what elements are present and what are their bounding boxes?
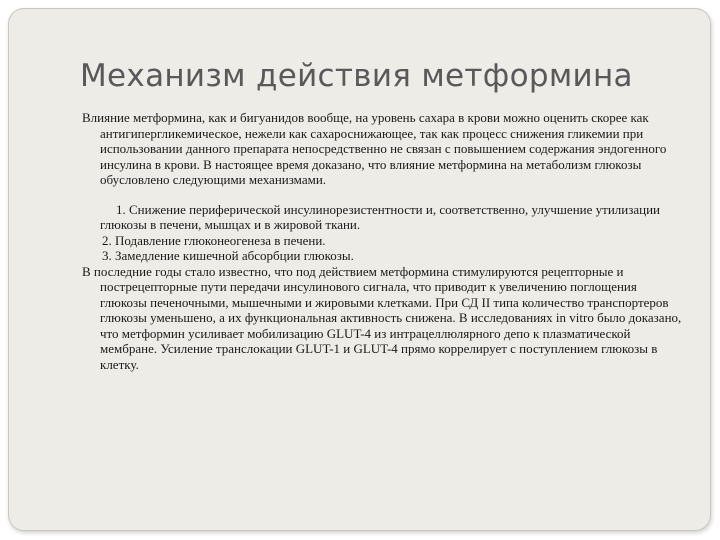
mechanism-item-3: 3. Замедление кишечной абсорбции глюкозы. [102,248,354,263]
mechanism-item-1: 1. Снижение периферической инсулинорезистентности и, соответственно, улучшение утилизации глюкозы в печени, мышцах и в жировой ткани. [100,201,660,232]
mechanism-item-2: 2. Подавление глюконеогенеза в печени. [102,232,326,248]
intro-paragraph: Влияние метформина, как и бигуанидов вообще, на уровень сахара в крови можно оценить скорее как антигипергликемическое, нежели как сахароснижающее, так как процесс снижения гликемии при использовании данного препарата непосредственно не связан с повышением содержания эндогенного инсулина в крови. В настоящее время доказано, что влияние метформина на метаболизм глюкозы обусловлено следующими механизмами. [82,110,667,187]
slide-title: Механизм действия метформина [80,58,633,94]
outro-paragraph: В последние годы стало известно, что под действием метформина стимулируются рецепторные и пострецепторные пути передачи инсулинового сигнала, что приводит к увеличению поглощения глюкозы печеночными, мышечными и жировыми клетками. При СД II типа количество транспортеров глюкозы уменьшено, а их функциональная активность снижена. В исследованиях in vitro было доказано, что метформин усиливает мобилизацию GLUT-4 из интрацеллюлярного депо к плазматической мембране. Усиление транслокации GLUT-1 и GLUT-4 прямо коррелирует с поступлением глюкозы в клетку. [82,263,682,372]
slide-body [82,110,682,372]
